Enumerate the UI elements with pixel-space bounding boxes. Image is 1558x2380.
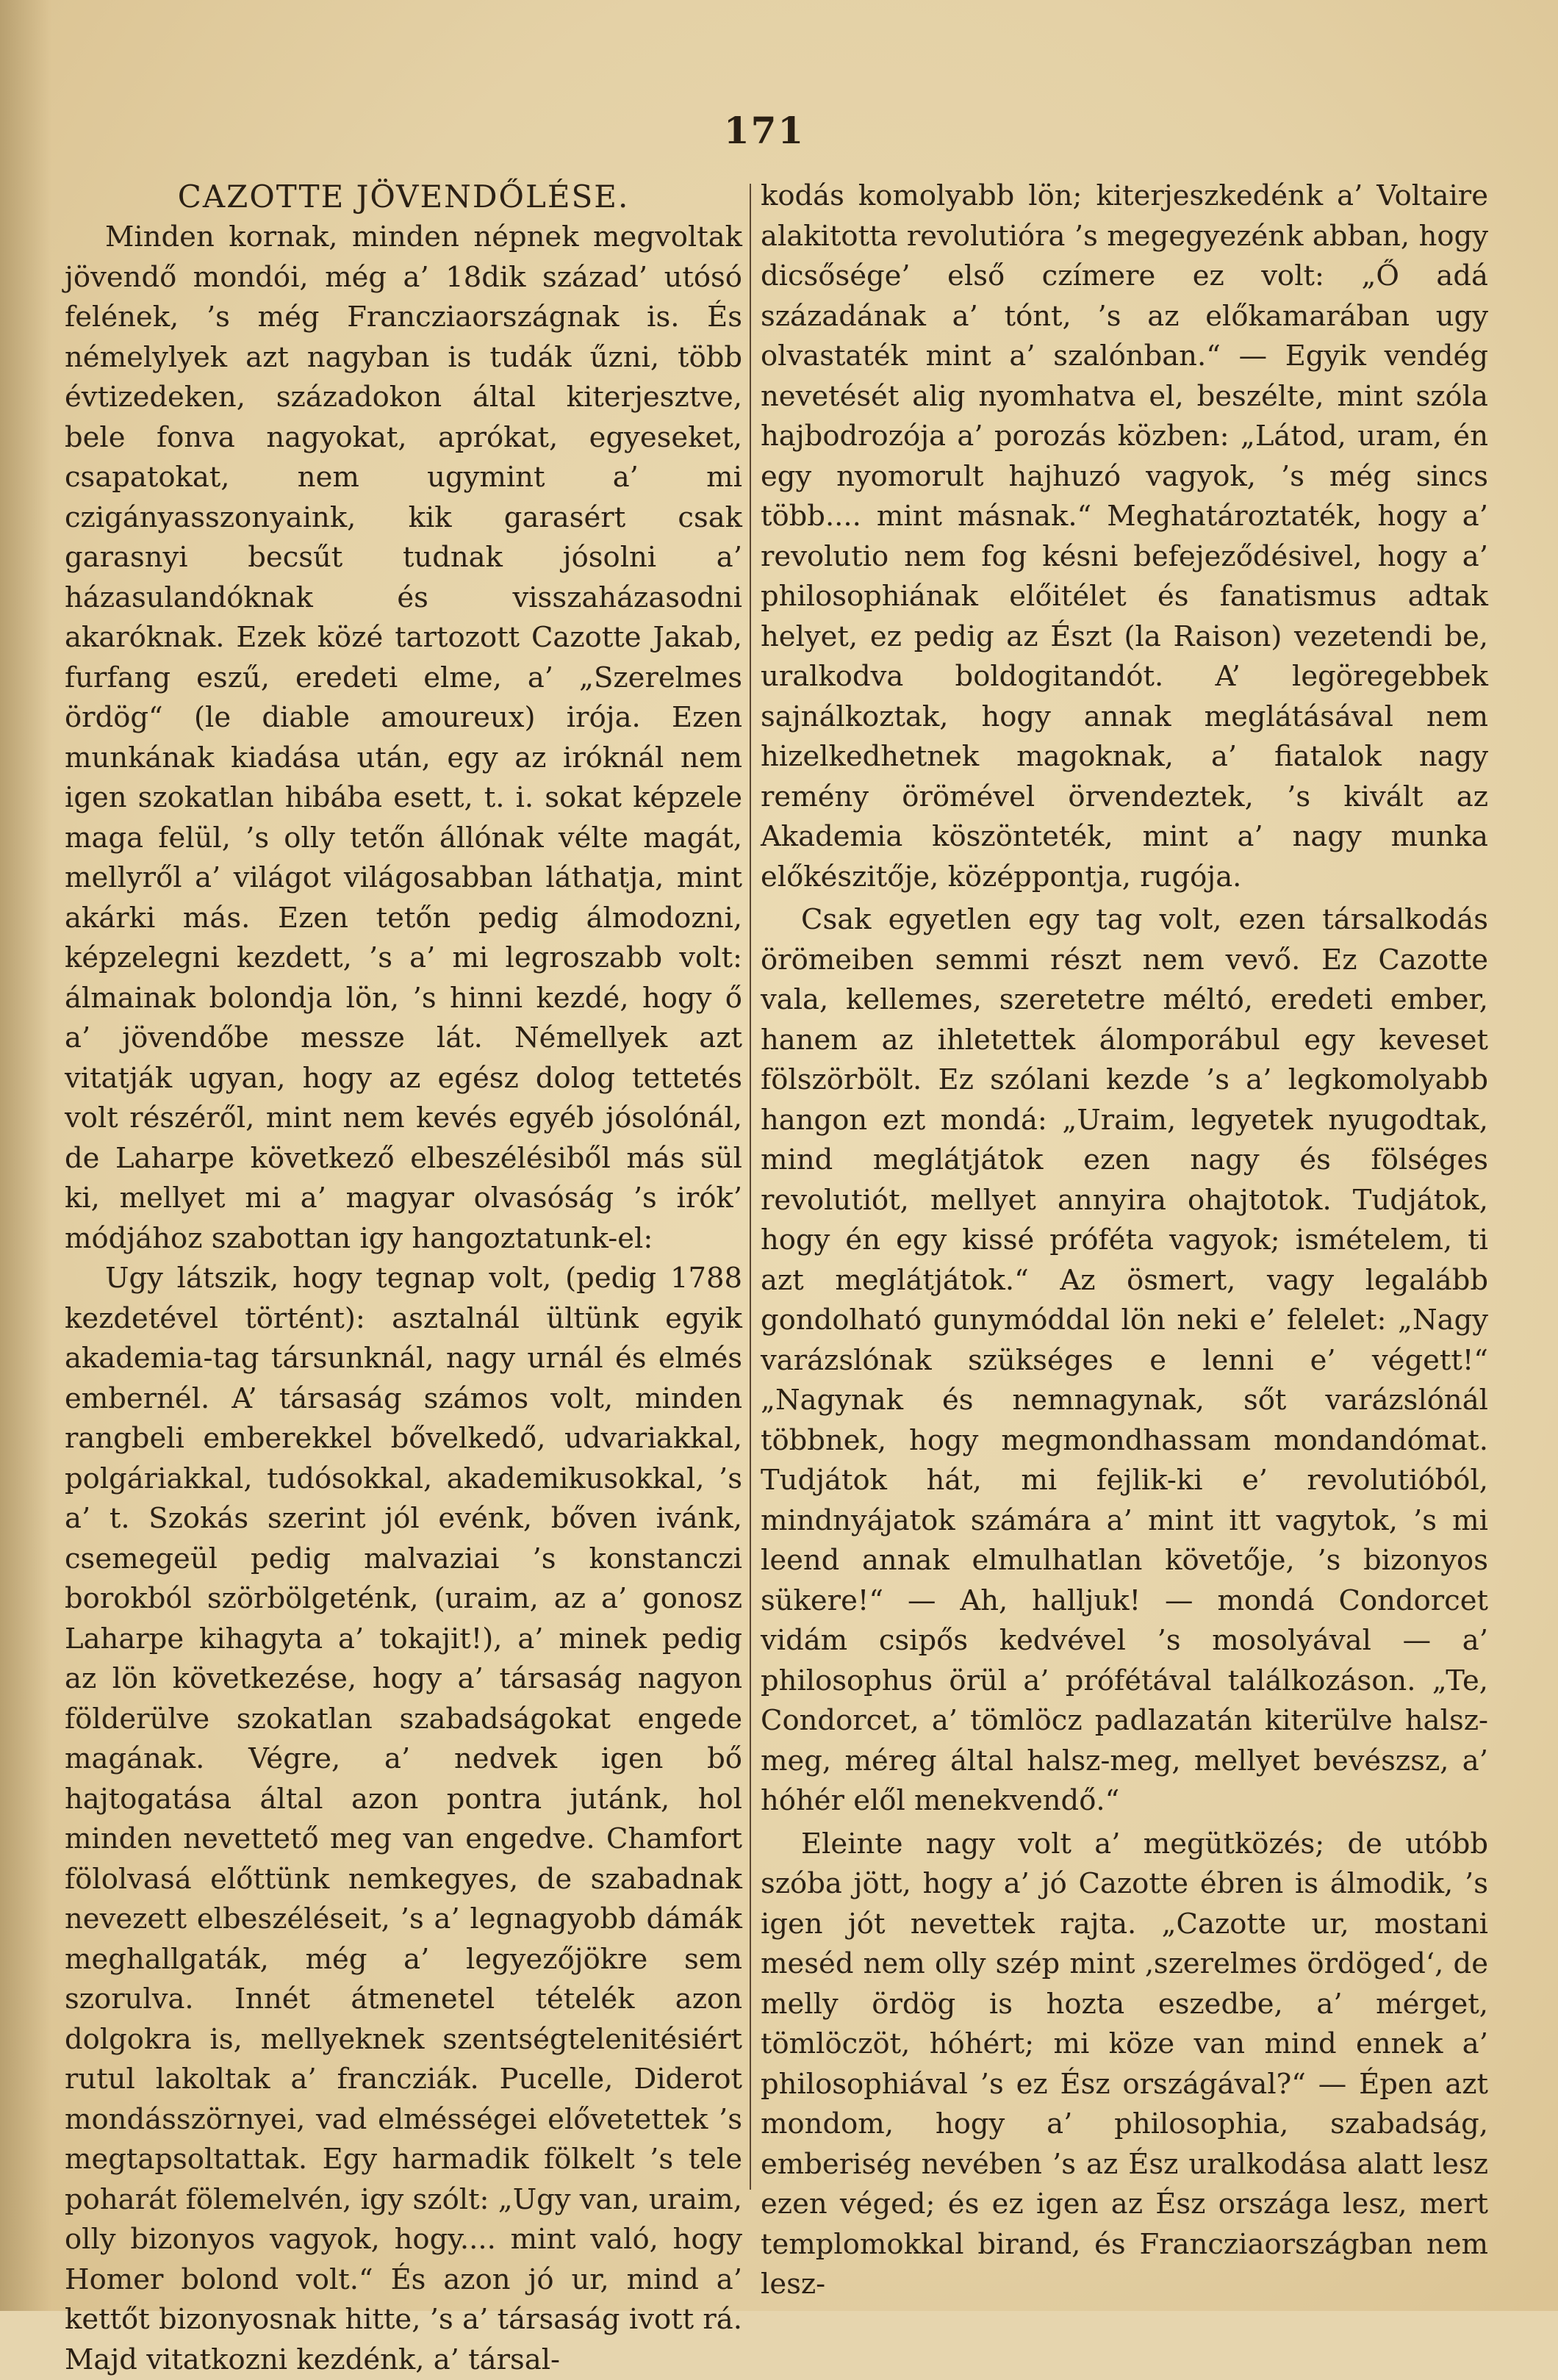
paragraph: Eleinte nagy volt a’ megütközés; de utóbb szóba jött, hogy a’ jó Cazotte ébren is álmodik, ’s igen jót nevettek rajta. „Cazotte ur, mostani meséd nem olly szép mint ‚szerelmes ördöged‘, de melly ördög is hozta eszedbe, a’ mérget, tömlöczöt, hóhért; mi köze van mind ennek a’ philosophiával ’s ez Ész országával?“ — Épen azt mondom, hogy a’ philosophia, szabadság, emberiség nevében ’s az Ész uralkodása alatt lesz ezen véged; és ez igen az Ész országa lesz, mert templomokkal birand, és Francziaországban nem lesz- <box>761 1827 1488 2301</box>
paragraph: Ugy látszik, hogy tegnap volt, (pedig 1788 kezdetével történt): asztalnál ültünk egyik akademia-tag társunknál, nagy urnál és elmés embernél. A’ társaság számos volt, minden rangbeli emberekkel bővelkedő, udvariakkal, polgáriakkal, tudósokkal, akademikusokkal, ’s a’ t. Szokás szerint jól evénk, bőven ivánk, csemegeül pedig malvaziai ’s konstanczi borokból szörbölgeténk, (uraim, az a’ gonosz Laharpe kihagyta a’ tokajit!), a’ minek pedig az lön következése, hogy a’ társaság nagyon földerülve szokatlan szabadságokat engede magának. Végre, a’ nedvek igen bő hajtogatása által azon pontra jutánk, hol minden nevettető meg van engedve. Chamfort fölolvasá előttünk nemkegyes, de szabadnak nevezett elbeszéléseit, ’s a’ legnagyobb dámák meghallgaták, még a’ legyezőjökre sem szorulva. Innét átmenetel tételék azon dolgokra is, mellyeknek szentségtelenitésiért rutul lakoltak a’ francziák. Pucelle, Diderot mondásszörnyei, vad elmésségei elővetettek ’s megtapsoltattak. Egy harmadik fölkelt ’s tele poharát fölemelvén, igy szólt: „Ugy van, uraim, olly bizonyos vagyok, hogy.... mint való, hogy Homer bolond volt.“ És azon jó ur, mind a’ kettőt bizonyosnak hitte, ’s a’ társaság ivott rá. Majd vitatkozni kezdénk, a’ társal- <box>65 1262 742 2376</box>
binding-shadow <box>0 0 51 2311</box>
right-column <box>761 176 1488 2301</box>
left-column <box>65 176 742 2376</box>
paragraph: Minden kornak, minden népnek megvoltak jövendő mondói, még a’ 18dik század’ utósó felének, ’s még Francziaországnak is. És némelylyek azt nagyban is tudák űzni, több évtizedeken, századokon által kiterjesztve, bele fonva nagyokat, aprókat, egyeseket, csapatokat, nem ugymint a’ mi czigányasszonyaink, kik garasért csak garasnyi becsűt tudnak jósolni a’ házasulandóknak és visszaházasodni akaróknak. Ezek közé tartozott Cazotte Jakab, furfang eszű, eredeti elme, a’ „Szerelmes ördög“ (le diable amoureux) irója. Ezen munkának kiadása után, egy az iróknál nem igen szokatlan hibába esett, t. i. sokat képzele maga felül, ’s olly tetőn állónak vélte magát, mellyről a’ világot világosabban láthatja, mint akárki más. Ezen tetőn pedig álmodozni, képzelegni kezdett, ’s a’ mi legroszabb volt: álmainak bolondja lön, ’s hinni kezdé, hogy ő a’ jövendőbe messze lát. Némellyek azt vitatják ugyan, hogy az egész dolog tettetés volt részéről, mint nem kevés egyéb jósolónál, de Laharpe következő elbeszélésiből más sül ki, mellyet mi a’ magyar olvasóság ’s irók’ módjához szabottan igy hangoztatunk-el: <box>65 220 742 1255</box>
paragraph: kodás komolyabb lön; kiterjeszkedénk a’ Voltaire alakitotta revolutióra ’s megegyezénk abban, hogy dicsősége’ első czímere ez volt: „Ő adá századának a’ tónt, ’s az előkamarában ugy olvastaték mint a’ szalónban.“ — Egyik vendég nevetését alig nyomhatva el, beszélte, mint szóla hajbodrozója a’ porozás közben: „Látod, uram, én egy nyomorult hajhuzó vagyok, ’s még sincs több.... mint másnak.“ Meghatároztaték, hogy a’ revolutio nem fog késni befejeződésivel, hogy a’ philosophiának előitélet és fanatismus adtak helyet, ez pedig az Észt (la Raison) vezetendi be, uralkodva boldogitandót. A’ legöregebbek sajnálkoztak, hogy annak meglátásával nem hizelkedhetnek magoknak, a’ fiatalok nagy remény örömével örvendeztek, ’s kivált az Akademia köszönteték, mint a’ nagy munka előkészitője, középpontja, rugója. <box>761 179 1488 894</box>
paragraph: Csak egyetlen egy tag volt, ezen társalkodás örömeiben semmi részt nem vevő. Ez Cazotte vala, kellemes, szeretetre méltó, eredeti ember, hanem az ihletettek álomporábul egy keveset fölszörbölt. Ez szólani kezde ’s a’ legkomolyabb hangon ezt mondá: „Uraim, legyetek nyugodtak, mind meglátjátok ezen nagy és fölséges revolutiót, mellyet annyira ohajtotok. Tudjátok, hogy én egy kissé próféta vagyok; ismételem, ti azt meglátjátok.“ Az ösmert, vagy legalább gondolható gunymóddal lön neki e’ felelet: „Nagy varázslónak szükséges e lenni e’ végett!“ „Nagynak és nemnagynak, sőt varázslónál többnek, hogy megmondhassam mondandómat. Tudjátok hát, mi fejlik-ki e’ revolutióból, mindnyájatok számára a’ mint itt vagytok, ’s mi leend annak elmulhatlan követője, ’s bizonyos sükere!“ — Ah, halljuk! — mondá Condorcet vidám csipős kedvével ’s mosolyával — a’ philosophus örül a’ prófétával találkozáson. „Te, Condorcet, a’ tömlöcz padlazatán kiterülve halsz-meg, méreg által halsz-meg, mellyet bevészsz, a’ hóhér elől menekvendő.“ <box>761 903 1488 1817</box>
article-title: CAZOTTE JÖVENDŐLÉSE. <box>177 179 630 215</box>
page-number: 171 <box>723 109 805 152</box>
column-divider <box>750 184 751 2190</box>
